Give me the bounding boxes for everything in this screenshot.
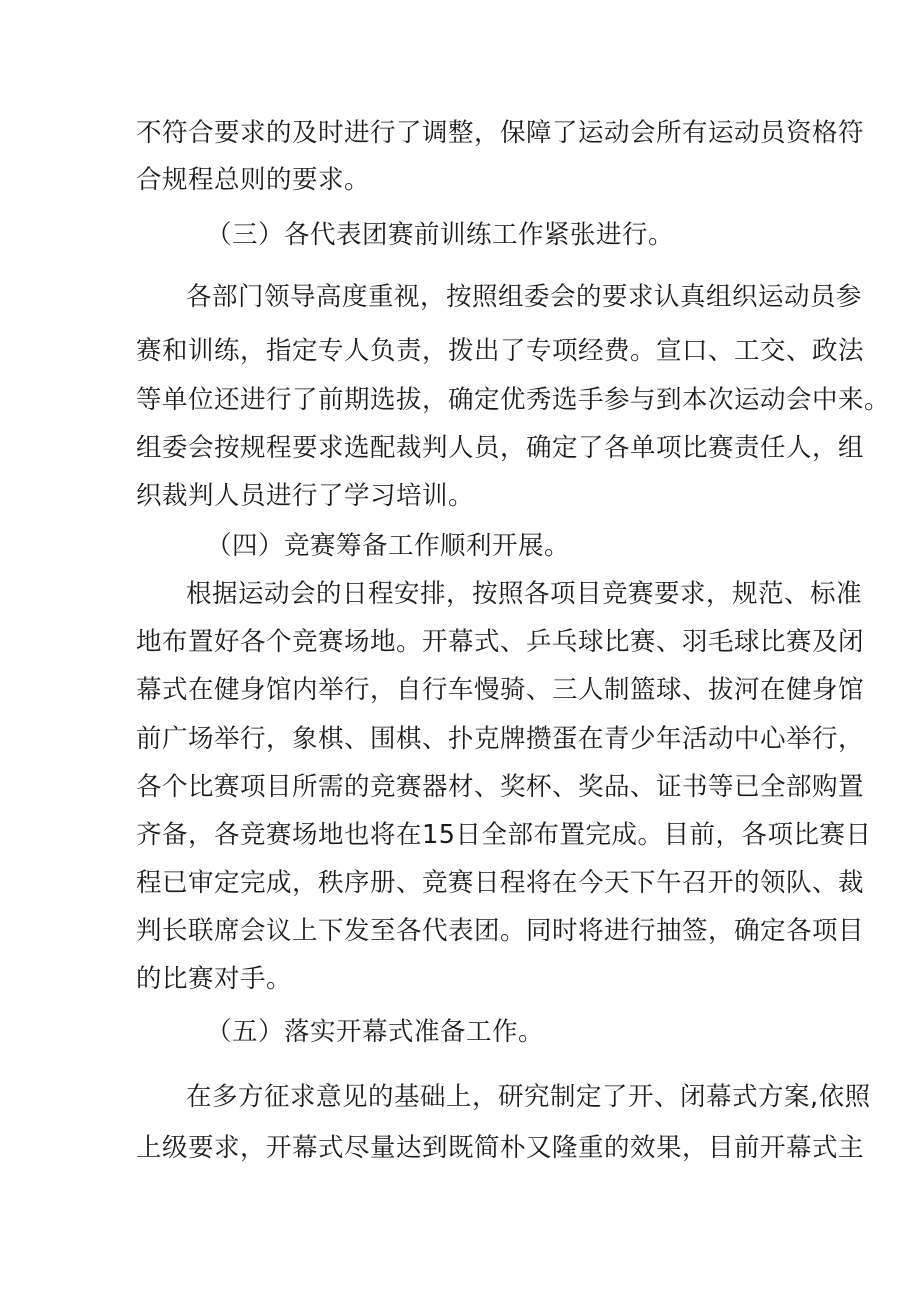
paragraph-line: 各部门领导高度重视，按照组委会的要求认真组织运动员参 <box>186 282 863 312</box>
section-heading: （五）落实开幕式准备工作。 <box>206 1017 545 1047</box>
paragraph-line: 不符合要求的及时进行了调整，保障了运动会所有运动员资格符 <box>136 118 865 148</box>
paragraph-line: 等单位还进行了前期选拔，确定优秀选手参与到本次运动会中来。 <box>136 385 891 415</box>
paragraph-line: 在多方征求意见的基础上，研究制定了开、闭幕式方案,依照 <box>186 1082 871 1112</box>
paragraph-line: 幕式在健身馆内举行，自行车慢骑、三人制篮球、拔河在健身馆 <box>136 675 865 705</box>
paragraph-line: 织裁判人员进行了学习培训。 <box>136 481 475 511</box>
paragraph-line: 程已审定完成，秩序册、竞赛日程将在今天下午召开的领队、裁 <box>136 868 865 898</box>
paragraph-line: 赛和训练，指定专人负责，拨出了专项经费。宣口、工交、政法 <box>136 336 865 366</box>
paragraph-line: 各个比赛项目所需的竞赛器材、奖杯、奖品、证书等已全部购置 <box>136 772 865 802</box>
paragraph-line: 根据运动会的日程安排，按照各项目竞赛要求，规范、标准 <box>186 579 863 609</box>
paragraph-line: 的比赛对手。 <box>136 964 293 994</box>
paragraph-line: 判长联席会议上下发至各代表团。同时将进行抽签，确定各项目 <box>136 916 865 946</box>
paragraph-line: 齐备，各竞赛场地也将在15日全部布置完成。目前，各项比赛日 <box>136 820 872 850</box>
section-heading: （四）竞赛筹备工作顺利开展。 <box>206 531 571 561</box>
paragraph-line: 合规程总则的要求。 <box>136 165 371 195</box>
paragraph-line: 上级要求，开幕式尽量达到既简朴又隆重的效果，目前开幕式主 <box>136 1133 865 1163</box>
paragraph-line: 前广场举行，象棋、围棋、扑克牌攒蛋在青少年活动中心举行， <box>136 724 865 754</box>
paragraph-line: 组委会按规程要求选配裁判人员，确定了各单项比赛责任人，组 <box>136 433 865 463</box>
section-heading: （三）各代表团赛前训练工作紧张进行。 <box>206 220 675 250</box>
paragraph-line: 地布置好各个竞赛场地。开幕式、乒乓球比赛、羽毛球比赛及闭 <box>136 627 865 657</box>
